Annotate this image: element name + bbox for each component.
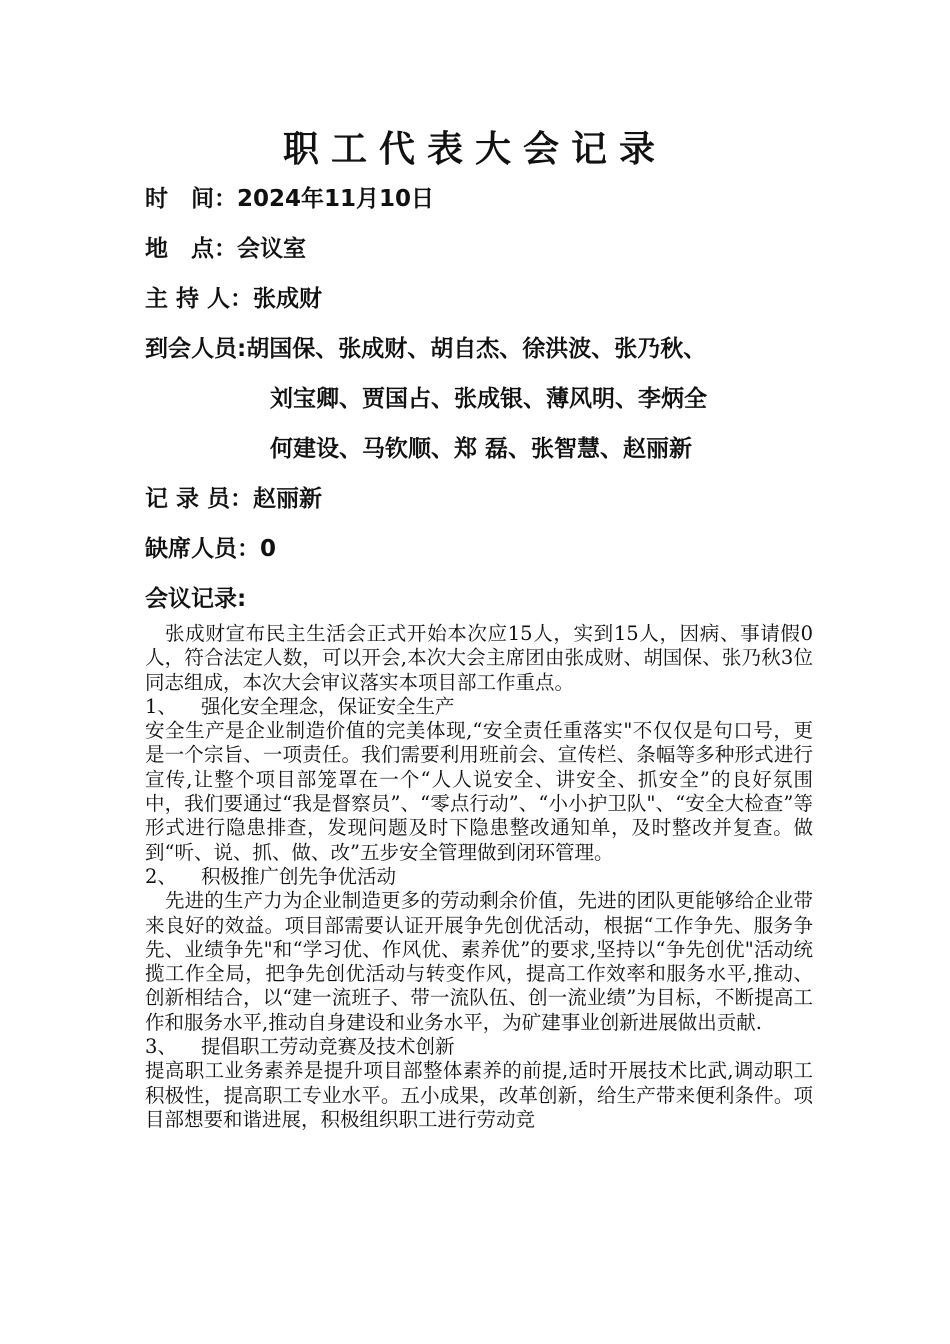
recorder-value: 赵丽新 — [253, 486, 323, 512]
attendees-line-1: 胡国保、张成财、胡自杰、徐洪波、张乃秋、 — [246, 336, 707, 362]
time-value: 2024年11月10日 — [237, 186, 435, 212]
host-value: 张成财 — [253, 286, 323, 312]
time-label: 时 间： — [145, 186, 237, 212]
minutes-body — [145, 622, 813, 1132]
section-2-heading — [145, 865, 813, 889]
absent-row — [145, 532, 276, 566]
recorder-row — [145, 482, 322, 516]
intro-paragraph: 张成财宣布民主生活会正式开始本次应15人，实到15人，因病、事请假0人，符合法定人数，可以开会,本次大会主席团由张成财、胡国保、张乃秋3位同志组成，本次大会审议落实本项目部工作重点。 — [145, 622, 813, 694]
section-2-title: 积极推广创先争优活动 — [201, 864, 397, 888]
place-label: 地 点： — [145, 236, 237, 262]
recorder-label: 记 录 员： — [145, 486, 254, 512]
attendees-label: 到会人员: — [145, 336, 247, 362]
section-3-body: 提高职工业务素养是提升项目部整体素养的前提,适时开展技术比武,调动职工积极性，提高职工专业水平。五小成果，改革创新，给生产带来便利条件。项目部想要和谐进展，积极组织职工进行劳动竞 — [145, 1059, 813, 1131]
minutes-label: 会议记录: — [145, 586, 247, 612]
section-3-title: 提倡职工劳动竞赛及技术创新 — [201, 1035, 455, 1059]
attendees-line-2: 刘宝卿、贾国占、张成银、薄风明、李炳全 — [270, 386, 707, 412]
host-row — [145, 282, 322, 316]
section-1-heading — [145, 695, 813, 719]
place-row — [145, 232, 306, 266]
document-title: 职工代表大会记录 — [282, 129, 667, 170]
section-2-number: 2、 — [145, 864, 177, 888]
place-value: 会议室 — [237, 236, 306, 262]
section-1-body: 安全生产是企业制造价值的完美体现,“安全责任重落实"不仅仅是句口号，更是一个宗旨、一项责任。我们需要利用班前会、宣传栏、条幅等多种形式进行宣传,让整个项目部笼罩在一个“人人说安全、讲安全、抓安全”的良好氛围中，我们要通过“我是督察员”、“零点行动”、“小小护卫队"、“安全大检查”等形式进行隐患排查，发现问题及时下隐患整改通知单，及时整改并复查。做到“听、说、抓、做、改”五步安全管理做到闭环管理。 — [145, 719, 813, 864]
section-1-number: 1、 — [145, 694, 177, 718]
attendees-line-3: 何建设、马钦顺、郑 磊、张智慧、赵丽新 — [270, 436, 693, 462]
host-label: 主 持 人： — [145, 286, 254, 312]
absent-label: 缺席人员： — [145, 536, 260, 562]
section-1-title: 强化安全理念，保证安全生产 — [201, 694, 455, 718]
section-2-body: 先进的生产力为企业制造更多的劳动剩余价值，先进的团队更能够给企业带来良好的效益。项目部需要认证开展争先创优活动，根据“工作争先、服务争先、业绩争先"和“学习优、作风优、素养优”的要求,坚持以“争先创优"活动统揽工作全局，把争先创优活动与转变作风，提高工作效率和服务水平,推动、创新相结合，以“建一流班子、带一流队伍、创一流业绩”为目标，不断提高工作和服务水平,推动自身建设和业务水平，为矿建事业创新进展做出贡献. — [145, 889, 813, 1034]
section-3-number: 3、 — [145, 1035, 177, 1059]
section-3-heading — [145, 1035, 813, 1059]
attendees-row — [145, 332, 706, 366]
time-row — [145, 182, 434, 216]
absent-value: 0 — [260, 536, 277, 562]
